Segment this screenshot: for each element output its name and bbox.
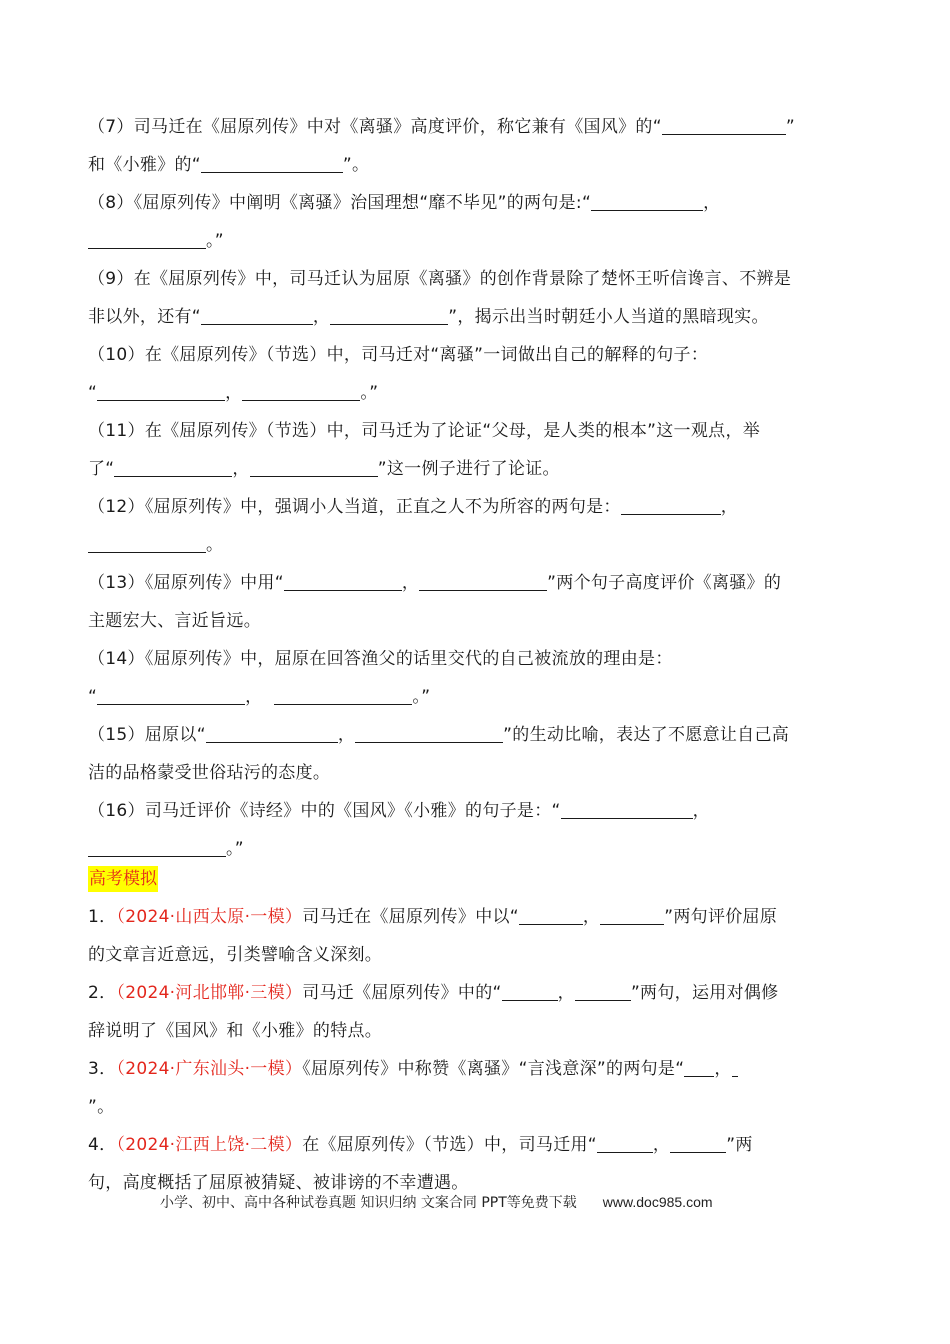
answer-blank[interactable] bbox=[575, 980, 631, 1001]
footer-url[interactable]: www.doc985.com bbox=[602, 1194, 713, 1210]
question-7: （7）司马迁在《屈原列传》中对《离骚》高度评价，称它兼有《国风》的“ ” 和《小雅》的“ ”。 bbox=[88, 108, 863, 184]
answer-blank[interactable] bbox=[519, 904, 583, 925]
mock-question-1: 1．（2024·山西太原·一模）司马迁在《屈原列传》中以“ ， ”两句评价屈原 的文章言近意远，引类譬喻含义深刻。 bbox=[88, 898, 863, 974]
answer-blank[interactable] bbox=[330, 304, 448, 325]
question-14: （14）《屈原列传》中，屈原在回答渔父的话里交代的自己被流放的理由是： “ ， 。” bbox=[88, 649, 673, 707]
answer-blank[interactable] bbox=[662, 114, 786, 135]
source-tag: （2024·广东汕头·一模） bbox=[116, 1059, 303, 1079]
answer-blank[interactable] bbox=[561, 798, 693, 819]
answer-blank[interactable] bbox=[201, 304, 313, 325]
answer-blank[interactable] bbox=[591, 190, 703, 211]
question-11: （11）在《屈原列传》（节选）中，司马迁为了论证“父母，是人类的根本”这一观点，举 了“ ， ”这一例子进行了论证。 bbox=[88, 421, 761, 479]
question-16: （16）司马迁评价《诗经》中的《国风》《小雅》的句子是：“ ， 。” bbox=[88, 792, 863, 868]
answer-blank[interactable] bbox=[621, 494, 721, 515]
question-15: （15）屈原以“ ， ”的生动比喻，表达了不愿意让自己高 洁的品格蒙受世俗玷污的态度。 bbox=[88, 716, 863, 792]
question-12: （12）《屈原列传》中，强调小人当道，正直之人不为所容的两句是： ， 。 bbox=[88, 488, 863, 564]
page-footer bbox=[160, 1192, 713, 1212]
mock-question-2: 2．（2024·河北邯郸·三模）司马迁《屈原列传》中的“ ， ”两句，运用对偶修 辞说明了《国风》和《小雅》的特点。 bbox=[88, 974, 863, 1050]
question-10: （10）在《屈原列传》（节选）中，司马迁对“离骚”一词做出自己的解释的句子： “ ， 。” bbox=[88, 345, 709, 403]
question-9: （9）在《屈原列传》中，司马迁认为屈原《离骚》的创作背景除了楚怀王听信谗言、不辨是 非以外，还有“ ， ”，揭示出当时朝廷小人当道的黑暗现实。 bbox=[88, 269, 792, 327]
answer-blank[interactable] bbox=[250, 456, 378, 477]
answer-blank[interactable] bbox=[88, 836, 226, 857]
mock-question-3: 3．（2024·广东汕头·一模）《屈原列传》中称赞《离骚》“言浅意深”的两句是“ ， ”。 bbox=[88, 1050, 863, 1126]
answer-blank[interactable] bbox=[355, 722, 503, 743]
answer-blank[interactable] bbox=[242, 380, 360, 401]
question-13: （13）《屈原列传》中用“ ， ”两个句子高度评价《离骚》的 主题宏大、言近旨远。 bbox=[88, 564, 863, 640]
answer-blank[interactable] bbox=[88, 532, 206, 553]
answer-blank[interactable] bbox=[88, 228, 206, 249]
mock-question-4: 4．（2024·江西上饶·二模）在《屈原列传》（节选）中，司马迁用“ ， ”两 句，高度概括了屈原被猜疑、被诽谤的不幸遭遇。 bbox=[88, 1126, 863, 1202]
footer-text: 小学、初中、高中各种试卷真题 知识归纳 文案合同 PPT等免费下载 bbox=[160, 1195, 577, 1211]
answer-blank[interactable] bbox=[502, 980, 558, 1001]
answer-blank[interactable] bbox=[597, 1132, 653, 1153]
question-8: （8）《屈原列传》中阐明《离骚》治国理想“靡不毕见”的两句是:“ ， 。” bbox=[88, 184, 863, 260]
answer-blank[interactable] bbox=[684, 1056, 714, 1077]
answer-blank[interactable] bbox=[114, 456, 232, 477]
answer-blank[interactable] bbox=[274, 684, 412, 705]
answer-blank[interactable] bbox=[670, 1132, 726, 1153]
answer-blank[interactable] bbox=[206, 722, 338, 743]
answer-blank[interactable] bbox=[732, 1056, 738, 1077]
answer-blank[interactable] bbox=[201, 152, 343, 173]
source-tag: （2024·河北邯郸·三模） bbox=[116, 983, 303, 1003]
section-title: 高考模拟 bbox=[88, 866, 158, 892]
answer-blank[interactable] bbox=[97, 380, 225, 401]
answer-blank[interactable] bbox=[419, 570, 547, 591]
answer-blank[interactable] bbox=[97, 684, 245, 705]
answer-blank[interactable] bbox=[284, 570, 402, 591]
source-tag: （2024·江西上饶·二模） bbox=[116, 1135, 303, 1155]
source-tag: （2024·山西太原·一模） bbox=[116, 907, 303, 927]
answer-blank[interactable] bbox=[600, 904, 664, 925]
